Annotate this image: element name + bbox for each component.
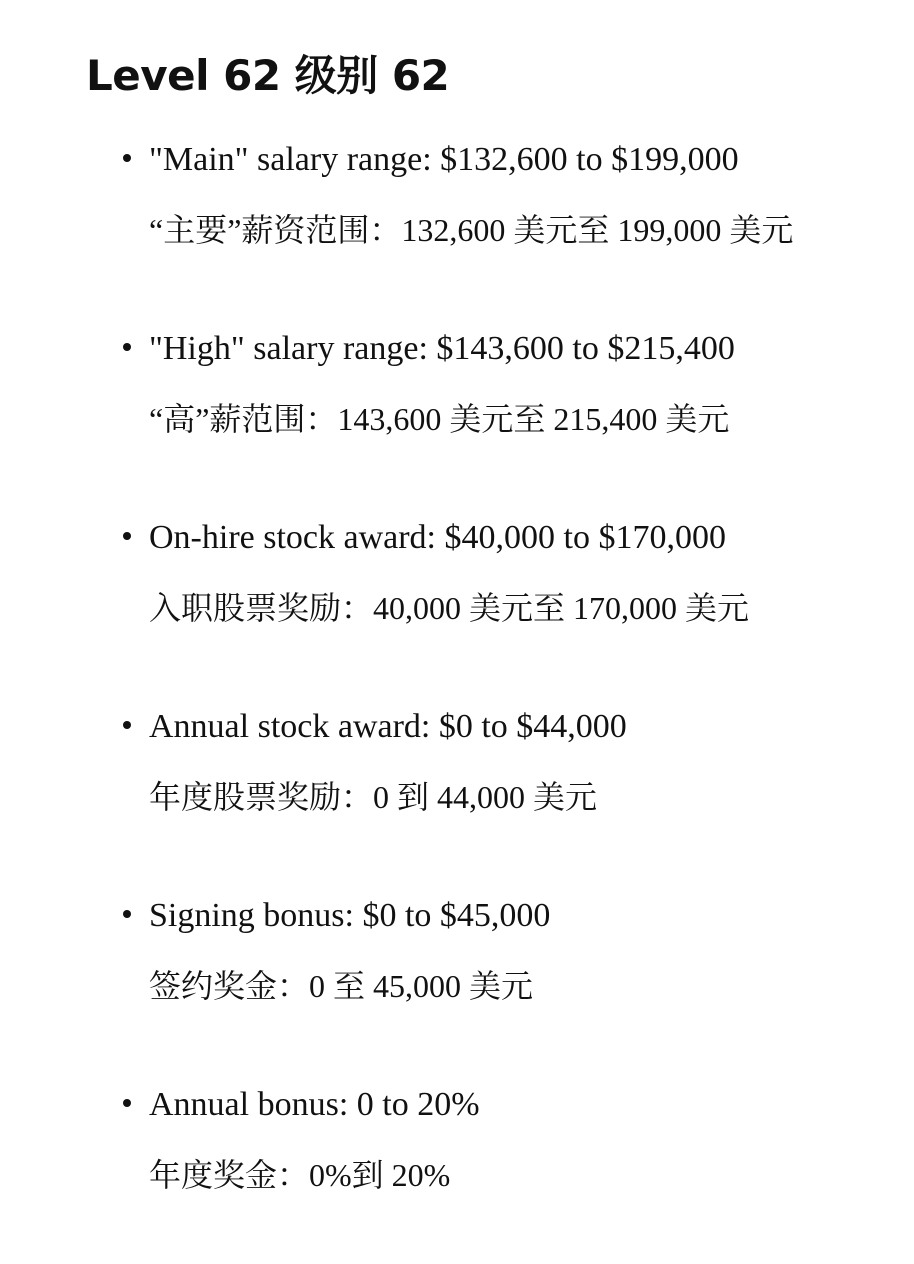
bullet-icon [123, 343, 131, 351]
level-heading: Level 62 级别 62 [86, 51, 450, 100]
bullet-icon [123, 910, 131, 918]
item-text-english: On-hire stock award: $40,000 to $170,000 [149, 519, 726, 556]
item-text-chinese: 年度奖金：0%到 20% [149, 1157, 451, 1193]
item-text-chinese: “高”薪范围：143,600 美元至 215,400 美元 [149, 401, 730, 437]
item-text-chinese: 签约奖金：0 至 45,000 美元 [149, 968, 534, 1004]
item-text-english: "Main" salary range: $132,600 to $199,000 [149, 141, 739, 178]
item-text-chinese: “主要”薪资范围：132,600 美元至 199,000 美元 [149, 212, 794, 248]
bullet-icon [123, 154, 131, 162]
list-item-signing-bonus [0, 886, 914, 1075]
list-item-high-salary [0, 319, 914, 508]
compensation-list [0, 130, 914, 1264]
list-item-main-salary [0, 130, 914, 319]
list-item-annual-bonus [0, 1075, 914, 1264]
list-item-on-hire-stock [0, 508, 914, 697]
item-text-english: Signing bonus: $0 to $45,000 [149, 897, 551, 934]
item-text-chinese: 年度股票奖励：0 到 44,000 美元 [149, 779, 598, 815]
bullet-icon [123, 721, 131, 729]
item-text-english: "High" salary range: $143,600 to $215,400 [149, 330, 735, 367]
item-text-chinese: 入职股票奖励：40,000 美元至 170,000 美元 [149, 590, 750, 626]
bullet-icon [123, 532, 131, 540]
item-text-english: Annual stock award: $0 to $44,000 [149, 708, 627, 745]
item-text-english: Annual bonus: 0 to 20% [149, 1086, 480, 1123]
bullet-icon [123, 1099, 131, 1107]
list-item-annual-stock [0, 697, 914, 886]
